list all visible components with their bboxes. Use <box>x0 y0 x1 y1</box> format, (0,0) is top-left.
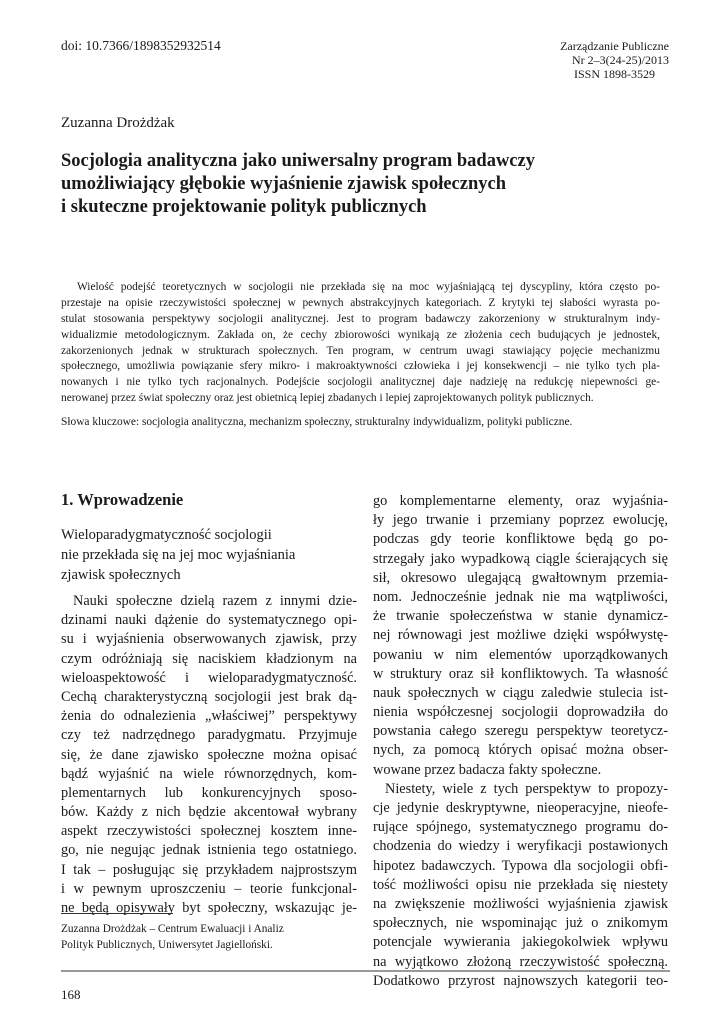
body-line: czym odróżniają się naciskiem kładzionym na <box>61 650 357 667</box>
body-line: go, nie negując jednak istnienia tego ostatniego. <box>61 842 357 859</box>
body-line: Dodatkowo przyrost najnowszych kategorii teo- <box>373 972 668 989</box>
section-motto <box>61 525 295 585</box>
body-line: bądź wyjaśnić na wiele równorzędnych, kom- <box>61 765 357 782</box>
body-line: I tak – posługując się przykładem najprostszym <box>61 861 357 878</box>
body-line: nej równowagi jest możliwe dzięki współwystę- <box>373 627 668 644</box>
keywords: Słowa kluczowe: socjologia analityczna, mechanizm społeczny, strukturalny indywidualizm, polityki publiczne. <box>61 416 573 428</box>
left-column <box>61 592 357 918</box>
body-line: dzinami nauki dążenie do systematycznego opi- <box>61 612 357 629</box>
motto-line: zjawisk społecznych <box>61 567 181 583</box>
abstract-line: stulat stosowania perspektywy socjologii analitycznej. Jest to program badawczy zakorzeniony w strukturalnym indy- <box>61 312 660 325</box>
abstract-line: przestaje na opisie rzeczywistości społecznej w pewnych abstrakcyjnych kategoriach. Z krytyki tej słabości wyrasta po- <box>61 296 660 309</box>
body-line: powaniu w nim elementów uporządkowanych <box>373 646 668 663</box>
abstract-line: społecznego, umożliwia powiązanie sfery mikro- i makroaktywności człowieka i jej konsekwencji – nie tylko tych pla- <box>61 360 660 373</box>
abstract <box>61 280 660 407</box>
footnote-line: Polityk Publicznych, Uniwersytet Jagielloński. <box>61 938 273 951</box>
body-line: i w pewnym uproszczeniu – teorie funkcjonal- <box>61 880 357 897</box>
body-line: żenia do odnalezienia „właściwej” perspektywy <box>61 708 357 725</box>
body-line: czy też nadrzędnego paradygmatu. Przyjmuje <box>61 727 357 744</box>
abstract-line: Wielość podejść teoretycznych w socjologii nie przekłada się na moc wyjaśniającą tej dyscypliny, która często po- <box>77 281 660 293</box>
body-line: ne będą opisywały byt społeczny, wskazując je- <box>61 900 357 916</box>
journal-issue: Nr 2–3(24-25)/2013 <box>572 53 669 67</box>
body-line: tość możliwości opisu nie przekłada się niestety <box>373 876 668 893</box>
abstract-line: nerowanej przez świat społeczny oraz jest obietnicą lepiej zbadanych i lepiej zaprojektowanych polityk publicznych. <box>61 392 594 405</box>
section-title: 1. Wprowadzenie <box>61 490 184 509</box>
body-line: strzegały jako wypadkową ciągle ścierających się <box>373 550 668 567</box>
page-bottom-rule <box>61 970 670 972</box>
body-line: nych, za pomocą których opisać można obser- <box>373 742 668 759</box>
title-line: Socjologia analityczna jako uniwersalny program badawczy <box>61 151 535 171</box>
journal-issn: ISSN 1898-3529 <box>573 67 655 81</box>
body-line: potencjale wywierania jakiegokolwiek wpływu <box>373 934 668 951</box>
body-line: aspekt rzeczywistości społecznej kosztem inne- <box>61 823 357 840</box>
body-line: Niestety, wiele z tych perspektyw to propozy- <box>385 780 668 797</box>
journal-info <box>560 39 669 81</box>
body-line: wowane przez badacza fakty społeczne. <box>373 761 602 778</box>
body-line: na wyjątkowo złożoną rzeczywistość społeczną. <box>373 953 668 970</box>
body-line: nauk społecznych w ciągu zaledwie stulecia ist- <box>373 684 668 701</box>
motto-line: nie przekłada się na jej moc wyjaśniania <box>61 547 296 563</box>
abstract-line: nowanych i nie tylko tych racjonalnych. Podejście socjologii analitycznej daje nadzieję na redukcję niepewności ge- <box>61 376 660 389</box>
right-column <box>373 492 668 991</box>
body-line: podczas gdy teorie konfliktowe będą go po- <box>373 531 668 548</box>
title-line: umożliwiający głębokie wyjaśnienie zjawisk społecznych <box>61 174 507 194</box>
body-line: w struktury oraz sił konfliktowych. Ta własność <box>373 665 668 682</box>
title-line: i skuteczne projektowanie polityk publicznych <box>61 197 427 217</box>
body-line: rujące spójnego, systematycznego programu do- <box>373 819 668 836</box>
article-title <box>61 150 661 219</box>
footnote-line: Zuzanna Drożdżak – Centrum Ewaluacji i Analiz <box>61 923 284 935</box>
body-line: na zwiększenie możliwości wyjaśnienia zjawisk <box>373 895 668 912</box>
author-footnote <box>61 922 284 953</box>
body-line: społecznych, nie wspominając już o znikomym <box>373 915 668 932</box>
doi-label: doi: 10.7366/1898352932514 <box>61 38 221 53</box>
body-line: ły jego trwanie i przemiany poprzez ewolucję, <box>373 512 668 529</box>
body-line: nom. Jednocześnie jednak nie ma wątpliwości, <box>373 588 668 605</box>
body-line: cje jedynie deskryptywne, nieoperacyjne, nieofe- <box>373 800 668 816</box>
body-line: hipotez badawczych. Typowa dla socjologii obfi- <box>373 857 668 874</box>
body-line: bów. Każdy z nich będzie akcentował wybrany <box>61 804 357 821</box>
body-line: go komplementarne elementy, oraz wyjaśnia- <box>373 493 668 509</box>
abstract-line: zakorzenionych jednak w strukturach społecznych. Ten program, w centrum uwagi stawiający pojęcie mechanizmu <box>61 344 660 357</box>
abstract-line: widualizmie metodologicznym. Zakłada on, że cechy zbiorowości wynikają ze złożenia cech budujących je jednostek, <box>61 328 660 341</box>
journal-name: Zarządzanie Publiczne <box>560 39 669 53</box>
body-line: Nauki społeczne dzielą razem z innymi dzie- <box>73 593 357 609</box>
body-line: plementarnych lub konkurencyjnych sposo- <box>61 784 357 801</box>
page-number: 168 <box>61 987 81 1002</box>
body-line: chodzenia do wiedzy i weryfikacji postawionych <box>373 838 668 855</box>
body-line: wieloaspektowość i wieloparadygmatyczność. <box>61 669 357 686</box>
body-line: powstania całego szeregu perspektyw teoretycz- <box>373 723 668 740</box>
motto-line: Wieloparadygmatyczność socjologii <box>61 527 272 543</box>
body-line: Cechą charakterystyczną socjologii jest brak dą- <box>61 688 357 705</box>
body-line: że trwanie społeczeństwa w stanie dynamicz- <box>373 608 668 625</box>
body-line: sił, okresowo ulegającą gwałtownym przemia- <box>373 569 668 586</box>
body-line: się, że dane zjawisko społeczne można opisać <box>61 746 357 763</box>
body-line: nienia współczesnej socjologii doprowadziła do <box>373 704 668 721</box>
author-name: Zuzanna Drożdżak <box>61 115 175 131</box>
body-line: su i wyjaśnienia obserwowanych zjawisk, przy <box>61 631 357 648</box>
footnote-divider <box>61 913 173 914</box>
